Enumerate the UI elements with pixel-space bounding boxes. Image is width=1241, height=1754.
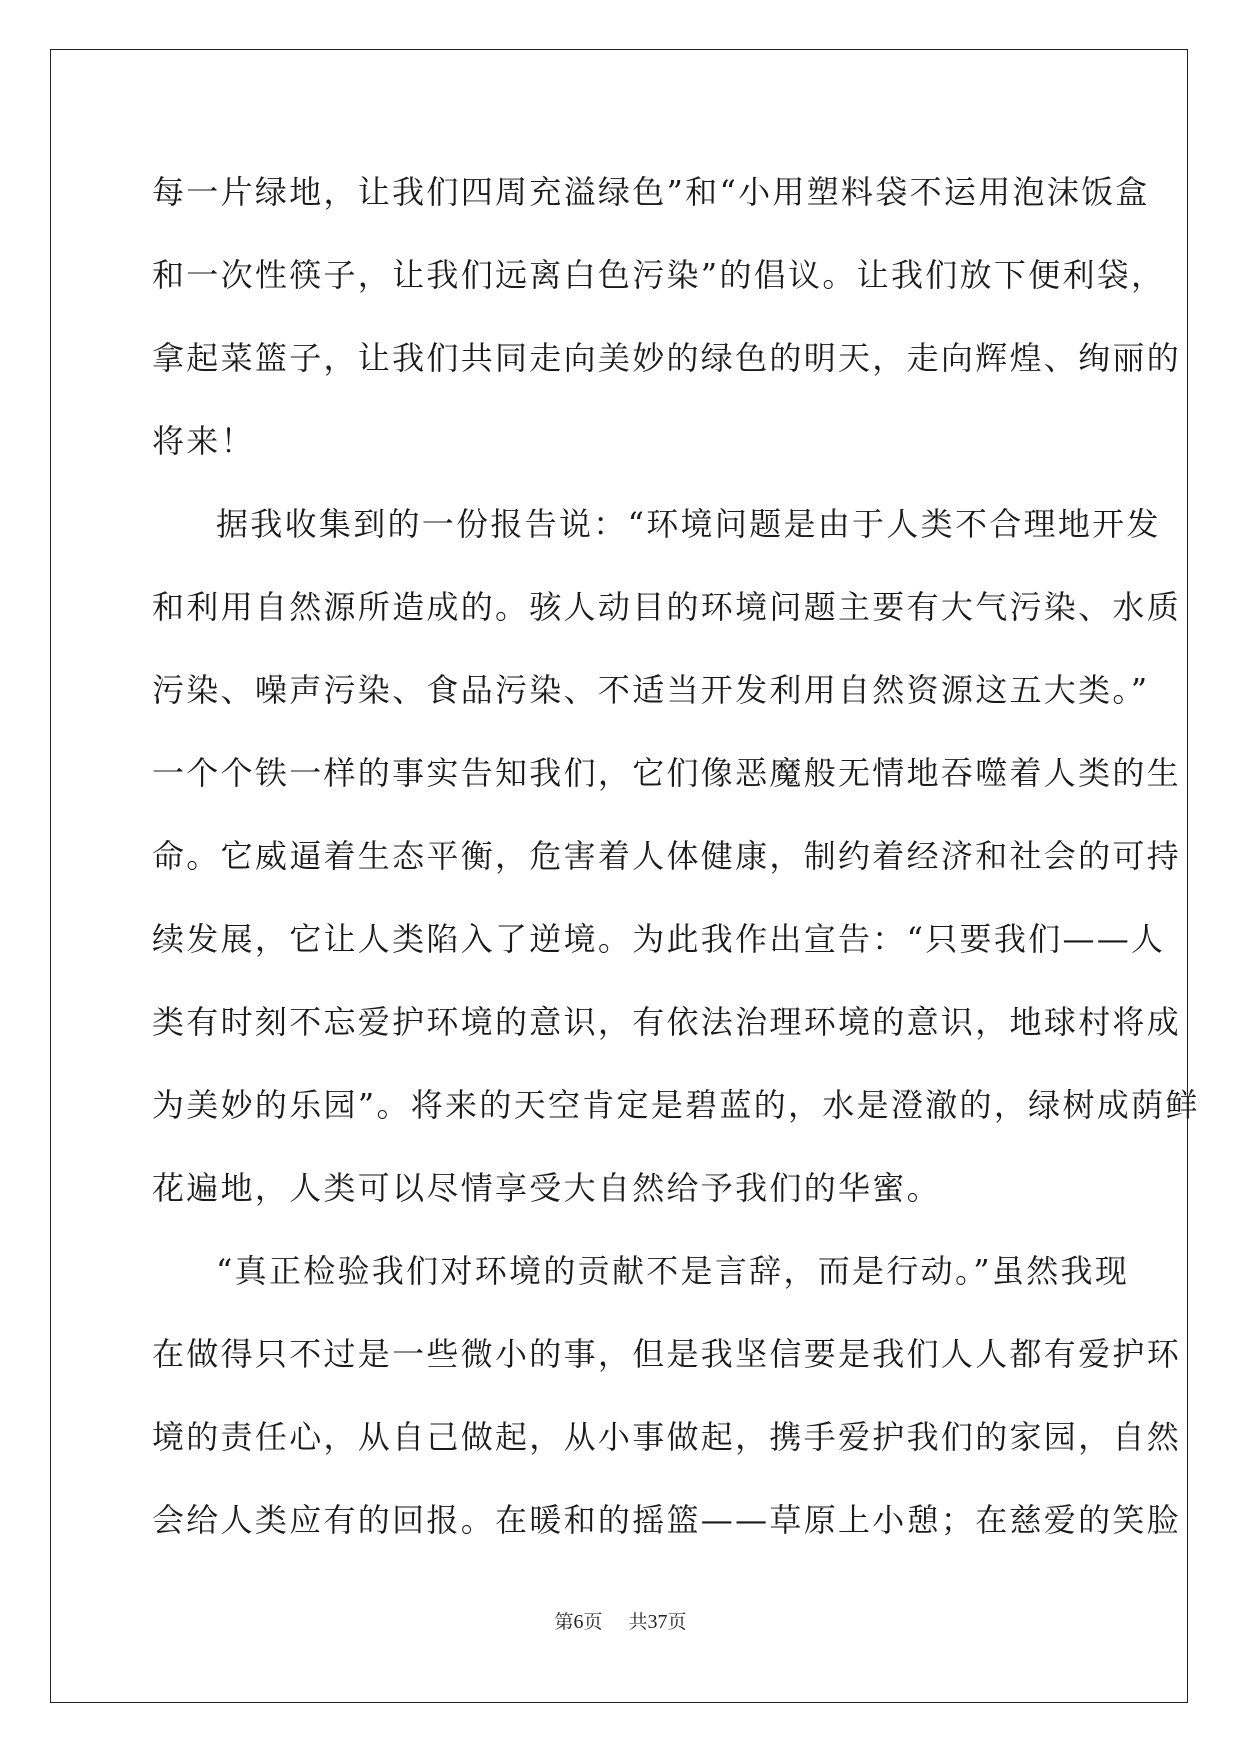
text-line: 为美妙的乐园”。将来的天空肯定是碧蓝的，水是澄澈的，绿树成荫鲜	[152, 1086, 1200, 1124]
document-body	[152, 158, 1200, 1569]
text-line: 和一次性筷子，让我们远离白色污染”的倡议。让我们放下便利袋，	[152, 256, 1166, 294]
text-line: 境的责任心，从自己做起，从小事做起，携手爱护我们的家园，自然	[152, 1418, 1182, 1456]
text-line: 每一片绿地，让我们四周充溢绿色”和“小用塑料袋不运用泡沫饭盒	[152, 173, 1150, 211]
text-line: 将来！	[152, 422, 255, 460]
text-line: 会给人类应有的回报。在暖和的摇篮——草原上小憩；在慈爱的笑脸	[152, 1501, 1182, 1539]
total-pages: 37	[647, 1611, 668, 1633]
text-line: 花遍地，人类可以尽情享受大自然给予我们的华蜜。	[152, 1169, 941, 1207]
text-line: 和利用自然源所造成的。骇人动目的环境问题主要有大气污染、水质	[152, 588, 1182, 626]
total-prefix: 共	[628, 1611, 648, 1633]
total-unit: 页	[667, 1611, 687, 1633]
page-prefix: 第	[554, 1611, 574, 1633]
text-line: 命。它威逼着生态平衡，危害着人体健康，制约着经济和社会的可持	[152, 837, 1182, 875]
text-line: 在做得只不过是一些微小的事，但是我坚信要是我们人人都有爱护环	[152, 1335, 1182, 1373]
text-line: 类有时刻不忘爱护环境的意识，有依法治理环境的意识，地球村将成	[152, 1003, 1182, 1041]
page-unit: 页	[583, 1611, 603, 1633]
text-line: 据我收集到的一份报告说：“环境问题是由于人类不合理地开发	[216, 505, 1161, 543]
text-line: “真正检验我们对环境的贡献不是言辞，而是行动。”虽然我现	[216, 1252, 1130, 1290]
text-line: 污染、噪声污染、食品污染、不适当开发利用自然资源这五大类。”	[152, 671, 1150, 709]
text-line: 一个个铁一样的事实告知我们，它们像恶魔般无情地吞噬着人类的生	[152, 754, 1182, 792]
text-line: 拿起菜篮子，让我们共同走向美妙的绿色的明天，走向辉煌、绚丽的	[152, 339, 1182, 377]
page-footer	[0, 1607, 1241, 1634]
page-number: 6	[573, 1611, 584, 1633]
text-line: 续发展，它让人类陷入了逆境。为此我作出宣告：“只要我们——人	[152, 920, 1166, 958]
